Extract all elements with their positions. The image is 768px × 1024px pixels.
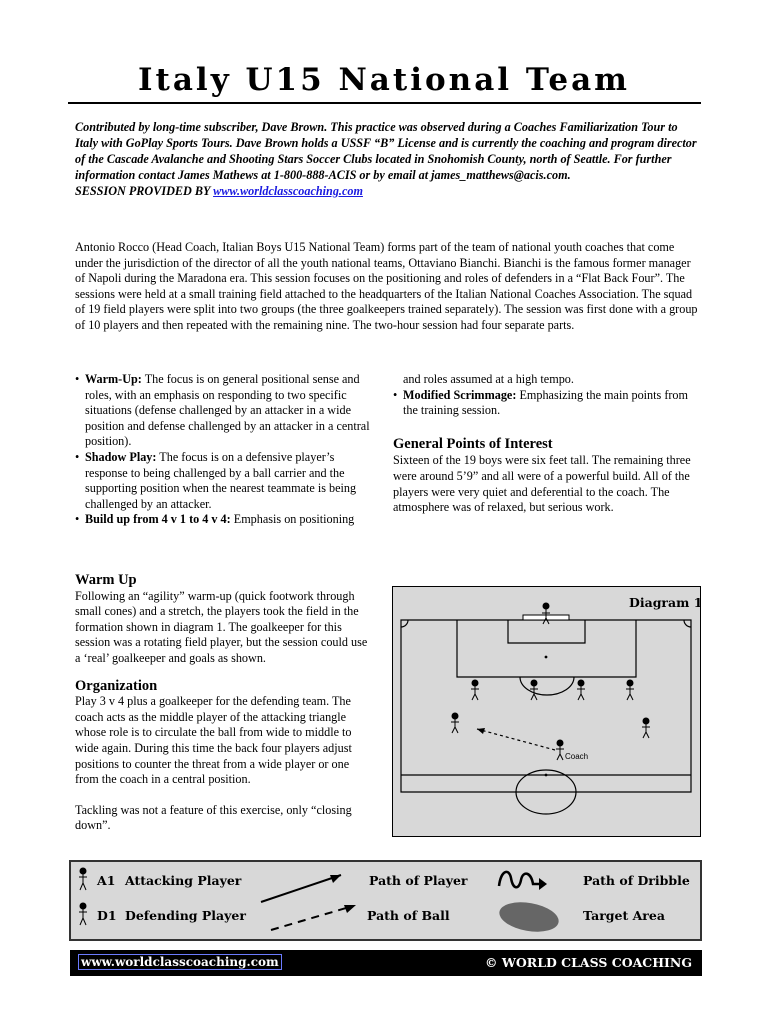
penalty-spot	[545, 656, 548, 659]
part-label: Build up from 4 v 1 to 4 v 4:	[85, 512, 231, 527]
part-label: Shadow Play:	[85, 449, 157, 464]
diagram-1	[392, 586, 701, 837]
title-divider	[68, 102, 701, 104]
warmup-section	[75, 573, 370, 834]
defender-figure	[530, 680, 538, 700]
d1-label: Defending Player	[125, 908, 246, 923]
ball-path	[477, 729, 555, 750]
footer-copyright: © WORLD CLASS COACHING	[485, 955, 692, 970]
organization-text: Play 3 v 4 plus a goalkeeper for the defending team. The coach acts as the middle player of the attacking triangle whose role is to circulate the ball from wide to middle to wide again. During this time the back four players adjust positions to counter the threat from a wide player or one from the coach in a central position.	[75, 694, 352, 787]
field-boundary	[401, 620, 691, 792]
defender-figure	[471, 680, 479, 700]
d1-code: D1	[97, 908, 117, 923]
tackling-text: Tackling was not a feature of this exercise, only “closing down”.	[75, 802, 352, 833]
coach-label: Coach	[565, 752, 589, 761]
legend-box	[69, 860, 702, 941]
path-of-ball-icon	[271, 906, 353, 930]
goal-box	[508, 620, 585, 643]
attacker-figure	[642, 718, 650, 738]
session-label: SESSION PROVIDED BY	[75, 184, 214, 198]
path-of-dribble-icon	[499, 872, 541, 887]
warmup-text: Following an “agility” warm-up (quick footwork through small cones) and a stretch, the players took the field in the formation shown in diagram 1. The goalkeeper for this session was a rotating field player, but the session could use a ‘real’ goalkeeper and goals as shown.	[75, 588, 368, 665]
part-text: The focus is on general positional sense and roles, with an emphasis on responding to two specific situations (defense challenged by an attacker in a wide position and defense challenged by an attacker in a central position).	[85, 372, 370, 449]
part-label: Modified Scrimmage:	[403, 387, 517, 402]
general-points-text: Sixteen of the 19 boys were six feet tall. The remaining three were around 5’9” and all were of a powerful build. All of the players were very quiet and deferential to the coach. The atmosphere was of relaxed, but serious work.	[393, 453, 691, 515]
list-item	[75, 372, 375, 450]
goalkeeper-figure	[542, 603, 550, 624]
coach-figure	[556, 740, 564, 760]
list-item	[393, 388, 693, 419]
defending-player-icon	[79, 903, 87, 925]
path-of-dribble-label: Path of Dribble	[583, 873, 690, 888]
part-label: Warm-Up:	[85, 372, 142, 386]
target-area-icon	[497, 898, 561, 936]
parts-list-right	[393, 372, 693, 516]
ball-path-arrowhead	[477, 728, 485, 734]
footer-bar	[70, 950, 702, 976]
part-text: Emphasizing the main points from the training session.	[403, 387, 689, 418]
path-of-player-arrowhead	[330, 875, 341, 883]
page-title: Italy U15 National Team	[138, 62, 630, 98]
footer-url-link[interactable]: www.worldclasscoaching.com	[78, 954, 282, 970]
warmup-heading: Warm Up	[75, 572, 137, 588]
a1-code: A1	[97, 873, 116, 888]
list-item	[75, 450, 375, 512]
path-of-ball-label: Path of Ball	[367, 908, 450, 923]
penalty-arc	[520, 677, 574, 695]
attacker-figure	[451, 713, 459, 733]
pitch-diagram	[393, 587, 700, 836]
penalty-box	[457, 620, 636, 677]
path-of-dribble-arrowhead	[539, 878, 547, 890]
corner-arc	[401, 620, 408, 627]
diagram-title: Diagram 1	[629, 595, 700, 610]
path-of-ball-arrowhead	[344, 905, 356, 913]
intro-text: Contributed by long-time subscriber, Dave Brown. This practice was observed during a Coaches Familiarization Tour to Italy with GoPlay Sports Tours. Dave Brown holds a USSF “B” License and is currently the coaching and program director of the Cascade Avalanche and Shooting Stars Soccer Clubs located in Snohomish County, north of Seattle. For further information contact James Mathews at 1-800-888-ACIS or by email at james_matthews@acis.com.	[75, 120, 697, 182]
corner-arc	[684, 620, 691, 627]
path-of-player-label: Path of Player	[369, 873, 468, 888]
defender-figure	[626, 680, 634, 700]
a1-label: Attacking Player	[125, 873, 242, 888]
general-points-heading: General Points of Interest	[393, 435, 553, 452]
center-spot	[545, 774, 548, 777]
intro-block	[75, 119, 703, 199]
part-text: Emphasis on positioning	[230, 512, 355, 527]
target-area-label: Target Area	[583, 908, 665, 923]
parts-list-left	[75, 372, 375, 528]
defender-figure	[577, 680, 585, 700]
organization-heading: Organization	[75, 677, 158, 694]
list-item	[75, 512, 375, 528]
main-paragraph: Antonio Rocco (Head Coach, Italian Boys U15 National Team) forms part of the team of national youth coaches that come under the jurisdiction of the director of all the youth national teams, Ottaviano Bianchi. Bianchi is the famous former manager of Napoli during the Maradona era. This session focuses on the positioning and roles of defenders in a “Flat Back Four”. The sessions were held at a small training field attached to the headquarters of the Italian National Coaches Association. The squad of 19 field players were split into two groups (the three goalkeepers trained separately). The session was first done with a group of 10 players and then repeated with the remaining nine. The two-hour session had four separate parts.	[75, 240, 698, 332]
session-link[interactable]: www.worldclasscoaching.com	[213, 184, 363, 198]
attacking-player-icon	[79, 868, 87, 890]
part-text: The focus is on a defensive player’s response to being challenged by a ball carrier and the supporting position when the nearest teammate is being challenged by an attacker.	[85, 449, 357, 511]
path-of-player-icon	[261, 875, 341, 902]
part-continuation: and roles assumed at a high tempo.	[403, 372, 574, 386]
